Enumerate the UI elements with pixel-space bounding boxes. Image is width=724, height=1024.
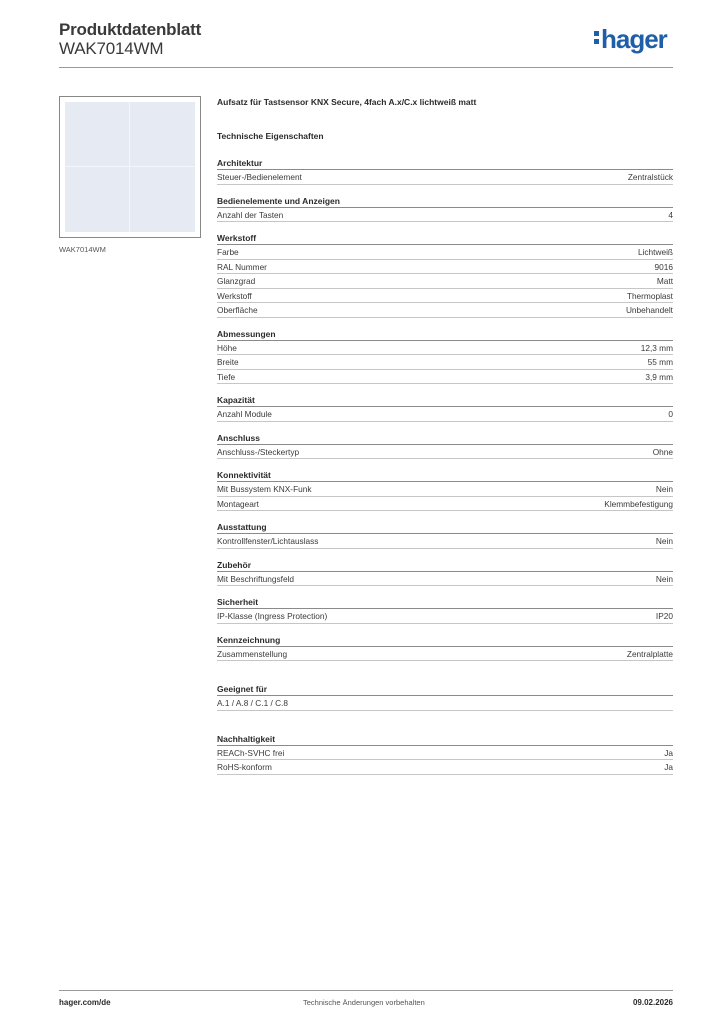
spec-section bbox=[217, 195, 673, 223]
section-title: Ausstattung bbox=[217, 521, 673, 534]
section-title: Kennzeichnung bbox=[217, 634, 673, 647]
spec-label: Mit Bussystem KNX-Funk bbox=[217, 484, 312, 494]
spec-value: Thermoplast bbox=[626, 290, 673, 301]
footer-date: 09.02.2026 bbox=[632, 998, 673, 1007]
spec-value: Lichtweiß bbox=[637, 247, 673, 257]
spec-row bbox=[217, 341, 673, 356]
spec-row bbox=[217, 445, 673, 460]
spec-section bbox=[217, 157, 673, 185]
spec-label: Montageart bbox=[217, 498, 259, 509]
spec-row bbox=[217, 274, 673, 289]
tech-sections bbox=[217, 157, 673, 661]
spec-label: Oberfläche bbox=[217, 305, 258, 315]
section-title: Bedienelemente und Anzeigen bbox=[217, 195, 673, 208]
spec-value: Unbehandelt bbox=[625, 305, 673, 315]
spec-section bbox=[217, 394, 673, 422]
spec-row bbox=[217, 208, 673, 223]
product-title: Aufsatz für Tastsensor KNX Secure, 4fach A.x/C.x lichtweiß matt bbox=[217, 97, 477, 107]
spec-label: A.1 / A.8 / C.1 / C.8 bbox=[217, 698, 289, 708]
spec-row bbox=[217, 572, 673, 587]
section-title: Nachhaltigkeit bbox=[217, 733, 673, 746]
spec-label: Breite bbox=[217, 357, 239, 367]
spec-row bbox=[217, 407, 673, 422]
suitable-section bbox=[217, 683, 673, 711]
section-title: Konnektivität bbox=[217, 469, 673, 482]
spec-value: Matt bbox=[656, 276, 673, 286]
spec-label: Farbe bbox=[217, 247, 239, 257]
product-image-divider-horizontal bbox=[65, 166, 195, 167]
spec-section bbox=[217, 596, 673, 624]
spec-value: Klemmbefestigung bbox=[604, 498, 673, 509]
article-number: WAK7014WM bbox=[59, 39, 164, 58]
spec-label: IP-Klasse (Ingress Protection) bbox=[217, 611, 328, 621]
product-image bbox=[59, 96, 201, 238]
spec-row bbox=[217, 482, 673, 497]
footer-website: hager.com/de bbox=[59, 998, 111, 1007]
spec-value: 0 bbox=[668, 409, 673, 419]
logo-dots-icon bbox=[594, 28, 599, 47]
spec-row bbox=[217, 170, 673, 185]
product-image-caption: WAK7014WM bbox=[59, 245, 106, 254]
spec-value: Nein bbox=[655, 573, 673, 584]
spec-label: Werkstoff bbox=[217, 290, 252, 301]
spec-value: 4 bbox=[668, 209, 673, 220]
section-title: Abmessungen bbox=[217, 328, 673, 341]
spec-label: Mit Beschriftungsfeld bbox=[217, 573, 295, 584]
spec-value: 55 mm bbox=[647, 357, 673, 367]
spec-value: Nein bbox=[655, 484, 673, 494]
spec-label: Tiefe bbox=[217, 371, 236, 382]
spec-row bbox=[217, 370, 673, 385]
spec-label: Zusammenstellung bbox=[217, 648, 288, 659]
tech-properties-heading: Technische Eigenschaften bbox=[217, 131, 324, 141]
product-image-plate bbox=[65, 102, 195, 232]
spec-label: Steuer-/Bedienelement bbox=[217, 172, 302, 182]
spec-label: Glanzgrad bbox=[217, 276, 256, 286]
section-title: Kapazität bbox=[217, 394, 673, 407]
spec-row bbox=[217, 303, 673, 318]
spec-row bbox=[217, 760, 673, 775]
sustainability-section bbox=[217, 733, 673, 775]
logo-text: hager bbox=[601, 24, 667, 54]
spec-value: 3,9 mm bbox=[645, 371, 673, 382]
document-title: Produktdatenblatt bbox=[59, 20, 202, 39]
spec-value: Ja bbox=[664, 747, 673, 758]
hager-logo bbox=[594, 26, 667, 52]
section-title: Architektur bbox=[217, 157, 673, 170]
spec-section bbox=[217, 232, 673, 318]
spec-row bbox=[217, 260, 673, 275]
spec-value: Ohne bbox=[652, 446, 673, 457]
spec-value: 12,3 mm bbox=[640, 342, 673, 353]
spec-label: Höhe bbox=[217, 342, 237, 353]
spec-row bbox=[217, 647, 673, 662]
header-divider bbox=[59, 67, 673, 68]
spec-label: Kontrollfenster/Lichtauslass bbox=[217, 536, 319, 546]
spec-row bbox=[217, 497, 673, 512]
spec-row bbox=[217, 245, 673, 260]
spec-row bbox=[217, 609, 673, 624]
spec-section bbox=[217, 559, 673, 587]
spec-value: IP20 bbox=[655, 611, 673, 621]
spec-value: Nein bbox=[655, 536, 673, 546]
spec-value: Zentralplatte bbox=[626, 648, 673, 659]
spec-label: RAL Nummer bbox=[217, 261, 267, 272]
spec-row bbox=[217, 696, 673, 711]
section-title: Sicherheit bbox=[217, 596, 673, 609]
footer-notice: Technische Änderungen vorbehalten bbox=[303, 998, 425, 1007]
spec-label: Anschluss-/Steckertyp bbox=[217, 446, 300, 457]
section-title: Werkstoff bbox=[217, 232, 673, 245]
section-title: Geeignet für bbox=[217, 683, 673, 696]
spec-section bbox=[217, 469, 673, 511]
spec-value: Zentralstück bbox=[627, 172, 673, 182]
spec-value: Ja bbox=[664, 762, 673, 772]
footer-divider bbox=[59, 990, 673, 991]
spec-value: 9016 bbox=[654, 261, 673, 272]
spec-row bbox=[217, 534, 673, 549]
spec-label: Anzahl der Tasten bbox=[217, 209, 284, 220]
spec-row bbox=[217, 746, 673, 761]
spec-label: REACh-SVHC frei bbox=[217, 747, 285, 758]
product-details bbox=[217, 97, 673, 775]
spec-row bbox=[217, 355, 673, 370]
spec-section bbox=[217, 328, 673, 385]
spec-label: RoHS-konform bbox=[217, 762, 272, 772]
spec-section bbox=[217, 432, 673, 460]
product-image-divider-vertical bbox=[129, 102, 130, 232]
spec-label: Anzahl Module bbox=[217, 409, 272, 419]
section-title: Zubehör bbox=[217, 559, 673, 572]
spec-row bbox=[217, 289, 673, 304]
section-title: Anschluss bbox=[217, 432, 673, 445]
spec-section bbox=[217, 521, 673, 549]
spec-section bbox=[217, 634, 673, 662]
